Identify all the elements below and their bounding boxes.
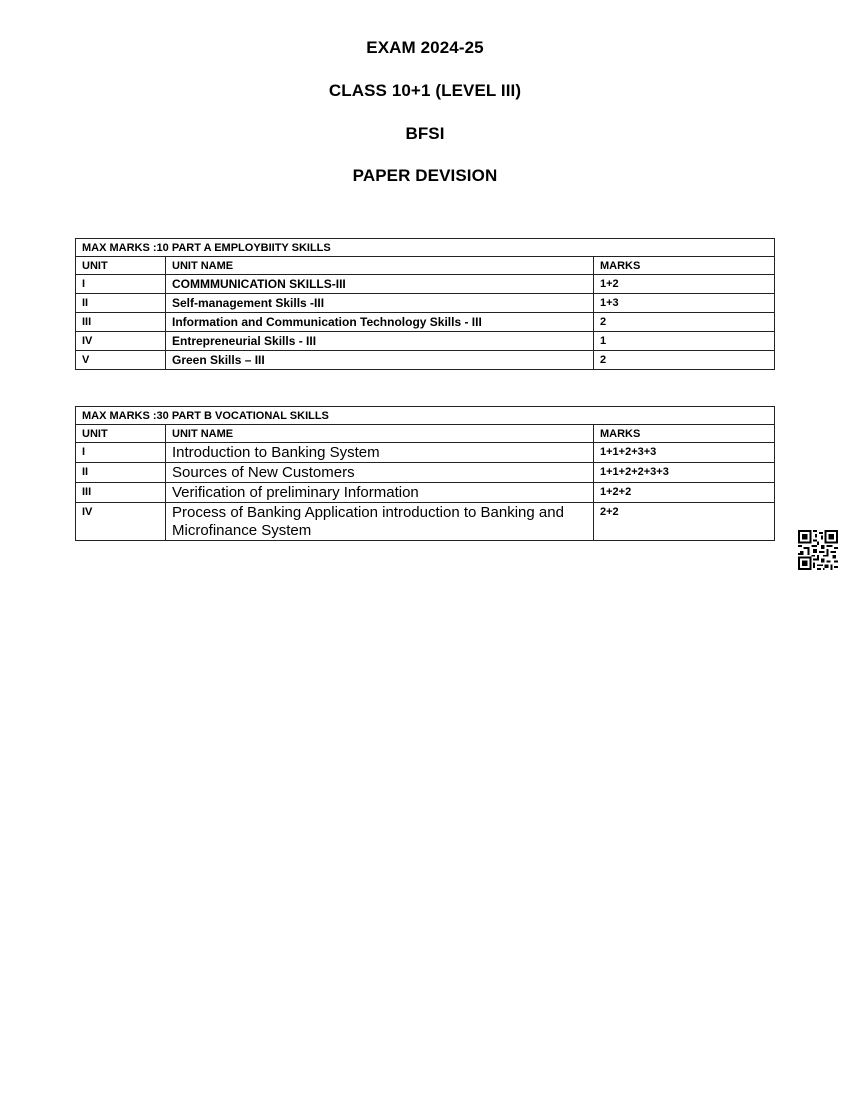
marks-cell: 1+1+2+2+3+3	[594, 463, 775, 483]
marks-cell: 2	[594, 313, 775, 332]
table-row	[76, 503, 775, 541]
marks-cell: 1+1+2+3+3	[594, 443, 775, 463]
table-row	[76, 332, 775, 351]
table-row	[76, 483, 775, 503]
unit-name-cell: Information and Communication Technology Skills - III	[166, 313, 594, 332]
part-a-header-row	[76, 257, 775, 275]
unit-cell: III	[76, 483, 166, 503]
subject-title: BFSI	[405, 124, 445, 143]
unit-name-cell: Entrepreneurial Skills - III	[166, 332, 594, 351]
unit-name-cell: Green Skills – III	[166, 351, 594, 370]
marks-cell: 1+3	[594, 294, 775, 313]
table-row	[76, 313, 775, 332]
table-row	[76, 351, 775, 370]
unit-name-cell: Verification of preliminary Information	[166, 483, 594, 503]
part-b-col-name: UNIT NAME	[166, 425, 594, 443]
exam-title: EXAM 2024-25	[366, 38, 484, 57]
marks-cell: 1+2	[594, 275, 775, 294]
part-a-caption-row	[76, 239, 775, 257]
table-row	[76, 443, 775, 463]
table-row	[76, 294, 775, 313]
marks-cell: 1	[594, 332, 775, 351]
table-row	[76, 463, 775, 483]
unit-cell: I	[76, 443, 166, 463]
part-a-col-marks: MARKS	[594, 257, 775, 275]
part-a-col-unit: UNIT	[76, 257, 166, 275]
part-a-col-name: UNIT NAME	[166, 257, 594, 275]
unit-name-cell: Process of Banking Application introduction to Banking and Microfinance System	[166, 503, 594, 541]
part-b-caption: MAX MARKS :30 PART B VOCATIONAL SKILLS	[76, 407, 775, 425]
unit-name-cell: Self-management Skills -III	[166, 294, 594, 313]
unit-cell: IV	[76, 503, 166, 541]
part-b-header-row	[76, 425, 775, 443]
part-b-table	[75, 406, 775, 541]
unit-cell: I	[76, 275, 166, 294]
part-b-caption-row	[76, 407, 775, 425]
unit-name-cell: COMMMUNICATION SKILLS-III	[166, 275, 594, 294]
qr-code-icon	[798, 530, 838, 570]
marks-cell: 2	[594, 351, 775, 370]
unit-cell: IV	[76, 332, 166, 351]
paper-division-title: PAPER DEVISION	[352, 166, 498, 185]
marks-cell: 1+2+2	[594, 483, 775, 503]
part-b-col-unit: UNIT	[76, 425, 166, 443]
part-a-caption: MAX MARKS :10 PART A EMPLOYBIITY SKILLS	[76, 239, 775, 257]
marks-cell: 2+2	[594, 503, 775, 541]
unit-cell: II	[76, 463, 166, 483]
part-b-col-marks: MARKS	[594, 425, 775, 443]
unit-cell: V	[76, 351, 166, 370]
unit-cell: III	[76, 313, 166, 332]
class-title: CLASS 10+1 (LEVEL III)	[328, 81, 522, 100]
table-row	[76, 275, 775, 294]
unit-name-cell: Introduction to Banking System	[166, 443, 594, 463]
unit-name-cell: Sources of New Customers	[166, 463, 594, 483]
part-a-table	[75, 238, 775, 370]
unit-cell: II	[76, 294, 166, 313]
